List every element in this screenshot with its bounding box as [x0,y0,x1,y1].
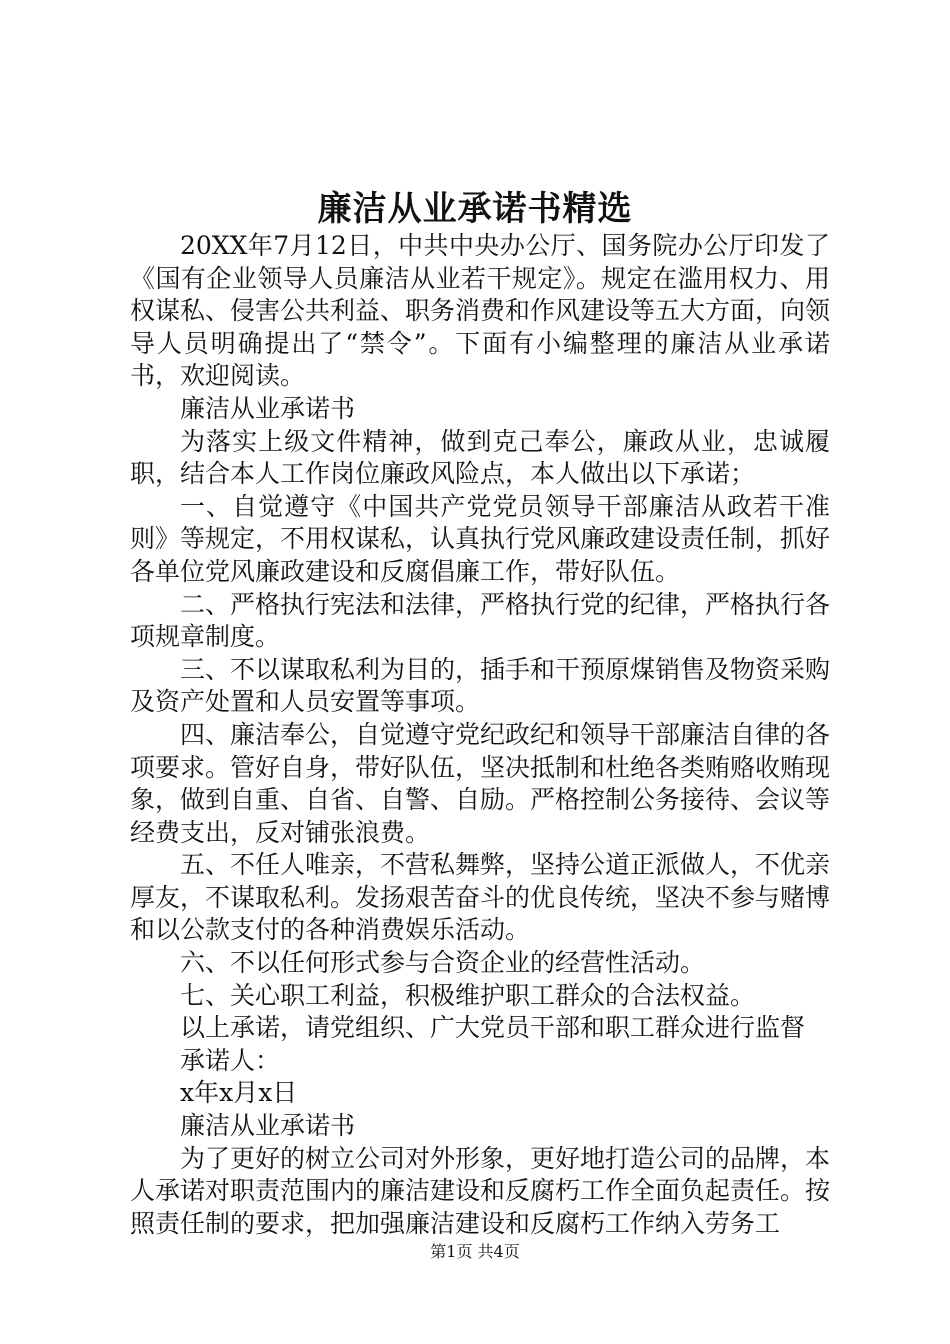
body-paragraph: 为落实上级文件精神，做到克己奉公，廉政从业，忠诚履职，结合本人工作岗位廉政风险点，本人做出以下承诺； [130,426,830,489]
body-paragraph: 以上承诺，请党组织、广大党员干部和职工群众进行监督 [180,1013,806,1043]
pledge-item: 五、不任人唯亲，不营私舞弊，坚持公道正派做人，不优亲厚友，不谋取私利。发扬艰苦奋斗的优良传统，坚决不参与赌博和以公款支付的各种消费娱乐活动。 [130,850,831,945]
pledge-item: 七、关心职工利益，积极维护职工群众的合法权益。 [180,980,756,1010]
signature-line: 承诺人： [180,1045,281,1075]
pledge-item: 二、严格执行宪法和法律，严格执行党的纪律，严格执行各项规章制度。 [130,589,831,652]
section-heading: 廉洁从业承诺书 [180,393,356,423]
document-body [130,230,830,1240]
pledge-item: 一、自觉遵守《中国共产党党员领导干部廉洁从政若干准则》等规定，不用权谋私，认真执行党风廉政建设责任制，抓好各单位党风廉政建设和反腐倡廉工作，带好队伍。 [130,491,831,586]
intro-paragraph: 20XX年7月12日，中共中央办公厅、国务院办公厅印发了《国有企业领导人员廉洁从业若干规定》。规定在滥用权力、用权谋私、侵害公共利益、职务消费和作风建设等五大方面，向领导人员明确提出了“禁令”。下面有小编整理的廉洁从业承诺书，欢迎阅读。 [130,231,831,391]
pledge-item: 三、不以谋取私利为目的，插手和干预原煤销售及物资采购及资产处置和人员安置等事项。 [130,654,831,717]
page-title: 廉洁从业承诺书精选 [317,189,633,229]
pledge-item: 四、廉洁奉公，自觉遵守党纪政纪和领导干部廉洁自律的各项要求。管好自身，带好队伍，坚决抵制和杜绝各类贿赂收贿现象，做到自重、自省、自警、自励。严格控制公务接待、会议等经费支出，反对铺张浪费。 [130,719,831,847]
page-number: 第1页 共4页 [430,1242,520,1261]
date-line: x年x月x日 [180,1078,298,1108]
section-heading: 廉洁从业承诺书 [180,1111,356,1141]
pledge-item: 六、不以任何形式参与合资企业的经营性活动。 [180,948,706,978]
body-paragraph: 为了更好的树立公司对外形象，更好地打造公司的品牌，本人承诺对职责范围内的廉洁建设和反腐朽工作全面负起责任。按照责任制的要求，把加强廉洁建设和反腐朽工作纳入劳务工 [130,1143,831,1238]
